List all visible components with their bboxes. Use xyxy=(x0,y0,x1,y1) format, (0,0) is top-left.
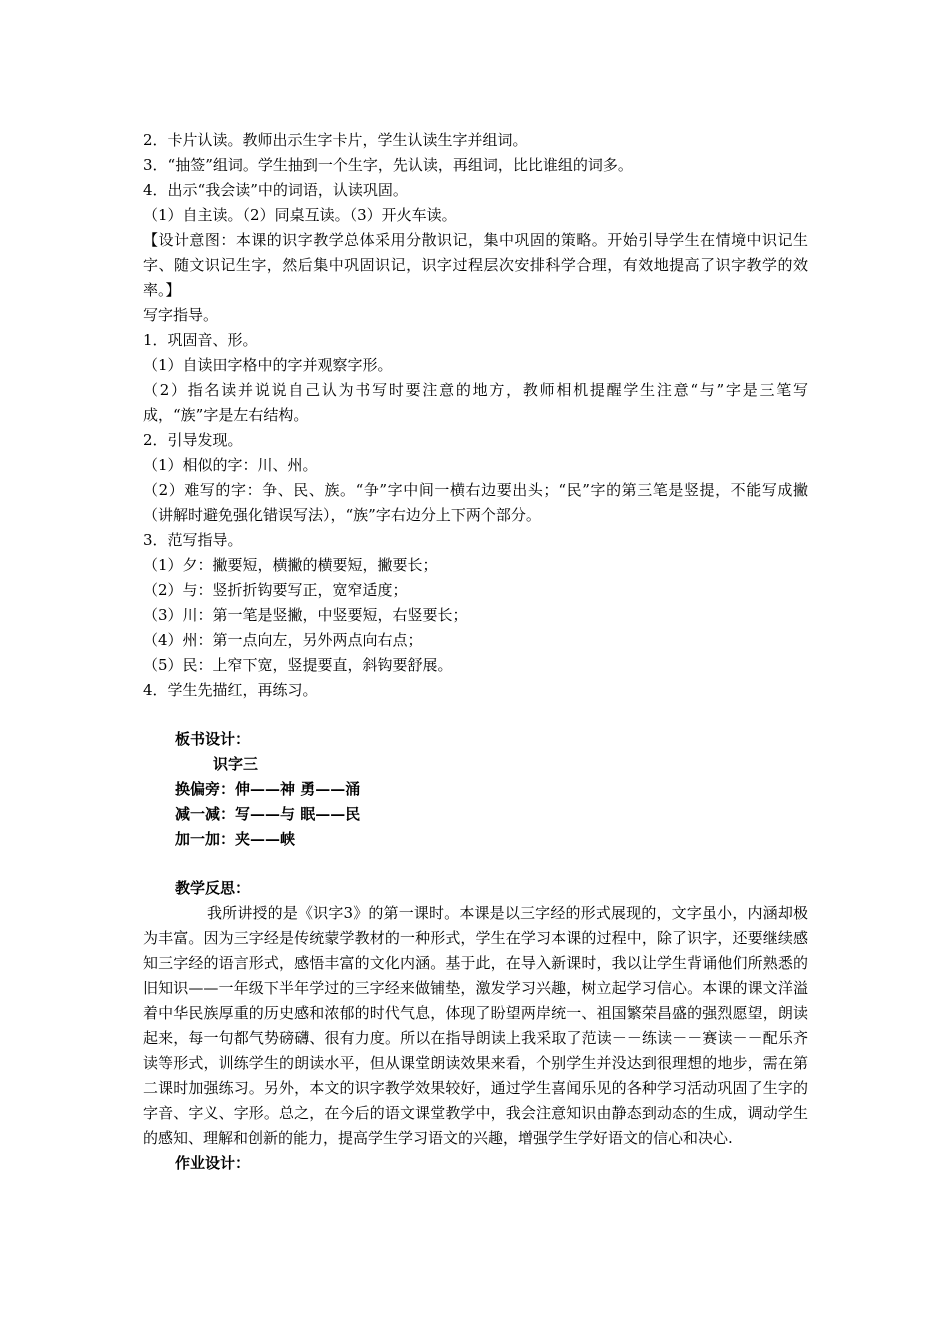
writing-step-3-3: （3）川：第一笔是竖撇，中竖要短，右竖要长； xyxy=(143,606,468,624)
document-body xyxy=(143,128,808,1176)
board-row-subtract: 减一减：写——与 眠——民 xyxy=(175,805,361,823)
board-title: 识字三 xyxy=(213,755,259,773)
writing-step-3-4: （4）州：第一点向左，另外两点向右点； xyxy=(143,631,423,649)
homework-heading: 作业设计： xyxy=(175,1154,251,1172)
board-row-add: 加一加：夹——峡 xyxy=(175,830,296,848)
board-row-radical: 换偏旁：伸——神 勇——涌 xyxy=(175,780,361,798)
step-draw-lots: 3．“抽签”组词。学生抽到一个生字，先认读，再组词，比比谁组的词多。 xyxy=(143,156,633,174)
writing-step-3-5: （5）民：上窄下宽，竖提要直，斜钩要舒展。 xyxy=(143,656,453,674)
writing-step-2: 2．引导发现。 xyxy=(143,431,243,449)
board-design-heading: 板书设计： xyxy=(175,730,251,748)
design-intent: 【设计意图：本课的识字教学总体采用分散识记，集中巩固的策略。开始引导学生在情境中识记生字、随文识记生字，然后集中巩固识记，识字过程层次安排科学合理，有效地提高了识字教学的效率。】 xyxy=(143,231,808,299)
spacer xyxy=(143,852,808,876)
reflection-heading: 教学反思： xyxy=(175,879,251,897)
writing-step-3-2: （2）与：竖折折钩要写正，宽窄适度； xyxy=(143,581,408,599)
writing-step-3-1: （1）夕：撇要短，横撇的横要短，撇要长； xyxy=(143,556,438,574)
reading-methods: （1）自主读。（2）同桌互读。（3）开火车读。 xyxy=(143,206,457,224)
writing-step-3: 3．范写指导。 xyxy=(143,531,243,549)
writing-guide-title: 写字指导。 xyxy=(143,306,219,324)
writing-step-1-2: （2）指名读并说说自己认为书写时要注意的地方，教师相机提醒学生注意“与”字是三笔写成，“族”字是左右结构。 xyxy=(143,381,808,424)
writing-step-2-1: （1）相似的字：川、州。 xyxy=(143,456,318,474)
writing-step-4: 4．学生先描红，再练习。 xyxy=(143,681,318,699)
writing-step-2-2: （2）难写的字：争、民、族。“争”字中间一横右边要出头；“民”字的第三笔是竖提，不能写成撇（讲解时避免强化错误写法），“族”字右边分上下两个部分。 xyxy=(143,481,808,524)
spacer xyxy=(143,703,808,727)
step-card-reading: 2．卡片认读。教师出示生字卡片，学生认读生字并组词。 xyxy=(143,131,528,149)
step-show-words: 4．出示“我会读”中的词语，认读巩固。 xyxy=(143,181,408,199)
writing-step-1-1: （1）自读田字格中的字并观察字形。 xyxy=(143,356,393,374)
reflection-body: 我所讲授的是《识字3》的第一课时。本课是以三字经的形式展现的，文字虽小，内涵却极为丰富。因为三字经是传统蒙学教材的一种形式，学生在学习本课的过程中，除了识字，还要继续感知三字经的语言形式，感悟丰富的文化内涵。基于此，在导入新课时，我以让学生背诵他们所熟悉的旧知识——一年级下半年学过的三字经来做铺垫，激发学习兴趣，树立起学习信心。本课的课文洋溢着中华民族厚重的历史感和浓郁的时代气息，体现了盼望两岸统一、祖国繁荣昌盛的强烈愿望，朗读起来，每一句都气势磅礴、很有力度。所以在指导朗读上我采取了范读－－练读－－赛读－－配乐齐读等形式，训练学生的朗读水平，但从课堂朗读效果来看，个别学生并没达到很理想的地步，需在第二课时加强练习。另外，本文的识字教学效果较好，通过学生喜闻乐见的各种学习活动巩固了生字的字音、字义、字形。总之，在今后的语文课堂教学中，我会注意知识由静态到动态的生成，调动学生的感知、理解和创新的能力，提高学生学习语文的兴趣，增强学生学好语文的信心和决心. xyxy=(143,904,808,1147)
writing-step-1: 1．巩固音、形。 xyxy=(143,331,258,349)
